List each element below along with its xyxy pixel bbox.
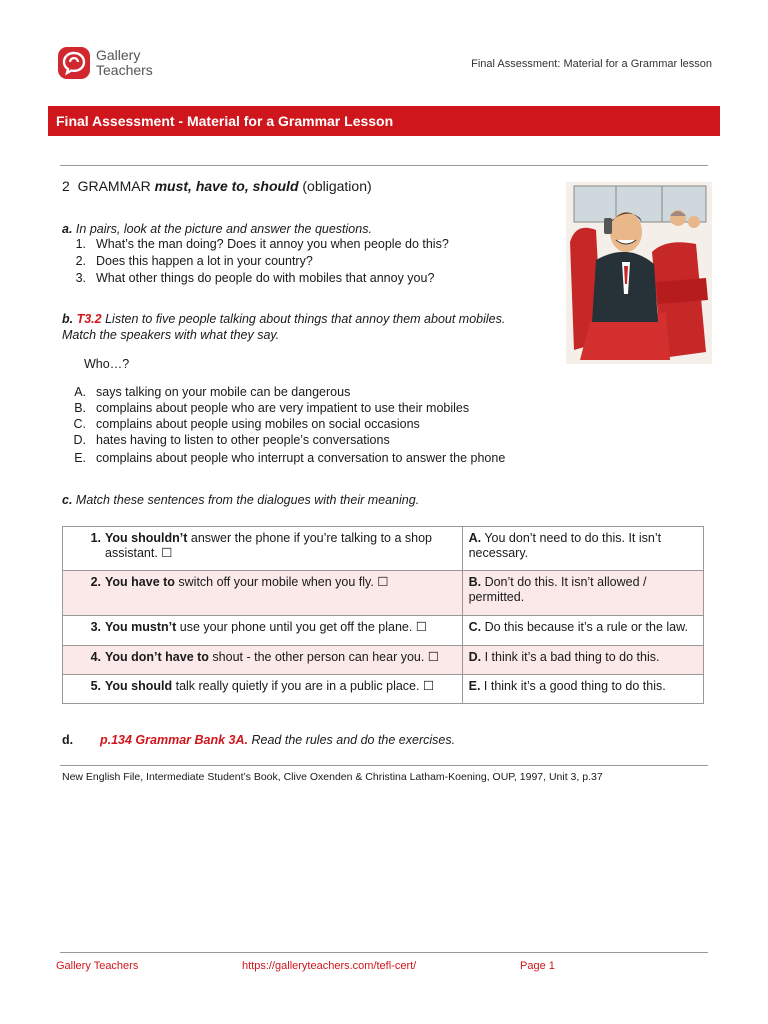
meaning-letter: C. (468, 620, 482, 634)
section-number: 2 (62, 178, 70, 194)
modal-phrase: You have to (105, 575, 175, 589)
row-number: 1. (90, 531, 101, 545)
track-reference: T3.2 (76, 312, 102, 326)
sentence-cell (63, 527, 463, 571)
modal-phrase: You don’t have to (105, 650, 209, 664)
part-c-instruction (62, 493, 419, 507)
meaning-letter: E. (468, 679, 481, 693)
grammar-note: (obligation) (302, 178, 372, 194)
section-title (62, 178, 372, 194)
question-text: Does this happen a lot in your country? (96, 254, 313, 268)
part-b-text-1: Listen to five people talking about things that annoy them about mobiles. (105, 312, 506, 326)
part-a-text: In pairs, look at the picture and answer the questions. (75, 222, 372, 236)
sentence-rest: use your phone until you get off the plane. ☐ (176, 620, 428, 634)
row-number: 2. (90, 575, 101, 589)
meaning-cell (462, 571, 703, 616)
sentence-rest: shout - the other person can hear you. ☐ (208, 650, 440, 664)
banner-title: Final Assessment - Material for a Grammar Lesson (48, 106, 720, 136)
grammar-label: GRAMMAR (77, 178, 151, 194)
logo-line-2: Teachers (96, 62, 153, 78)
sentence-rest: talk really quietly if you are in a public place. ☐ (172, 679, 435, 693)
footer-left: Gallery Teachers (56, 960, 139, 972)
footer-page-number: Page 1 (520, 960, 555, 972)
citation: New English File, Intermediate Student’s Book, Clive Oxenden & Christina Latham-Koening, OUP, 1997, Unit 3, p.37 (62, 771, 603, 783)
gallery-teachers-logo (58, 46, 178, 80)
sentence-cell (63, 646, 463, 675)
part-d-text: Read the rules and do the exercises. (251, 733, 456, 747)
option-text: complains about people using mobiles on social occasions (96, 417, 420, 431)
divider-footer (60, 952, 708, 953)
option-text: complains about people who interrupt a conversation to answer the phone (96, 451, 506, 465)
divider-citation (60, 765, 708, 766)
option-letter: B. (74, 401, 86, 415)
who-prompt: Who…? (84, 357, 130, 371)
meaning-cell (462, 616, 703, 646)
sentence-cell (63, 616, 463, 646)
meaning-letter: D. (468, 650, 482, 664)
speech-bubble-logo-icon (58, 47, 90, 79)
part-b-letter: b. (62, 312, 74, 326)
modal-phrase: You mustn’t (105, 620, 177, 634)
sentence-cell (63, 675, 463, 704)
meaning-cell (462, 646, 703, 675)
option-text: complains about people who are very impatient to use their mobiles (96, 401, 470, 415)
part-b-instruction (62, 312, 505, 326)
meaning-letter: B. (468, 575, 482, 589)
sentence-cell (63, 571, 463, 616)
option-text: says talking on your mobile can be dangerous (96, 385, 351, 399)
modal-phrase: You shouldn’t (105, 531, 188, 545)
row-number: 3. (90, 620, 101, 634)
grammar-bank-reference: p.134 Grammar Bank 3A. (100, 733, 248, 747)
divider-top (60, 165, 708, 166)
logo-text (96, 48, 153, 78)
sentence-continued: assistant. ☐ (105, 546, 173, 560)
option-letter: D. (73, 433, 86, 447)
meaning-text: Do this because it’s a rule or the law. (481, 620, 688, 634)
logo-line-1: Gallery (96, 47, 141, 63)
grammar-terms: must, have to, should (154, 178, 299, 194)
header-doc-title: Final Assessment: Material for a Grammar lesson (471, 58, 712, 70)
option-letter: E. (74, 451, 86, 465)
table-row (63, 616, 704, 646)
table-row (63, 675, 704, 704)
footer-url-link[interactable]: https://galleryteachers.com/tefl-cert/ (242, 960, 417, 972)
matching-table (62, 526, 704, 704)
table-row (63, 527, 704, 571)
meaning-text: You don’t need to do this. It isn’t necessary. (468, 531, 662, 560)
part-b-text-2: Match the speakers with what they say. (62, 328, 280, 342)
question-text: What’s the man doing? Does it annoy you when people do this? (96, 237, 449, 251)
part-c-letter: c. (62, 493, 73, 507)
sentence-rest: answer the phone if you’re talking to a shop (187, 531, 433, 545)
part-d-letter: d. (62, 733, 74, 747)
question-number: 3. (75, 271, 86, 285)
question-text: What other things do people do with mobiles that annoy you? (96, 271, 435, 285)
row-number: 5. (90, 679, 101, 693)
question-number: 2. (75, 254, 86, 268)
man-on-train-illustration (566, 182, 712, 364)
option-text: hates having to listen to other people’s conversations (96, 433, 390, 447)
row-number: 4. (90, 650, 101, 664)
part-d-instruction (100, 733, 455, 747)
part-a-letter: a. (62, 222, 73, 236)
meaning-text: I think it’s a bad thing to do this. (481, 650, 660, 664)
part-d (62, 733, 73, 747)
meaning-text: I think it’s a good thing to do this. (480, 679, 666, 693)
part-a-instruction (62, 222, 372, 236)
man-on-train-with-mobile-illustration (566, 182, 712, 364)
meaning-text: Don’t do this. It isn’t allowed / permitted. (468, 575, 647, 604)
table-row (63, 571, 704, 616)
meaning-cell (462, 527, 703, 571)
meaning-cell (462, 675, 703, 704)
meaning-letter: A. (468, 531, 482, 545)
table-row (63, 646, 704, 675)
modal-phrase: You should (105, 679, 173, 693)
option-letter: A. (74, 385, 86, 399)
option-letter: C. (73, 417, 86, 431)
part-c-text: Match these sentences from the dialogues with their meaning. (75, 493, 420, 507)
question-number: 1. (75, 237, 86, 251)
sentence-rest: switch off your mobile when you fly. ☐ (174, 575, 389, 589)
